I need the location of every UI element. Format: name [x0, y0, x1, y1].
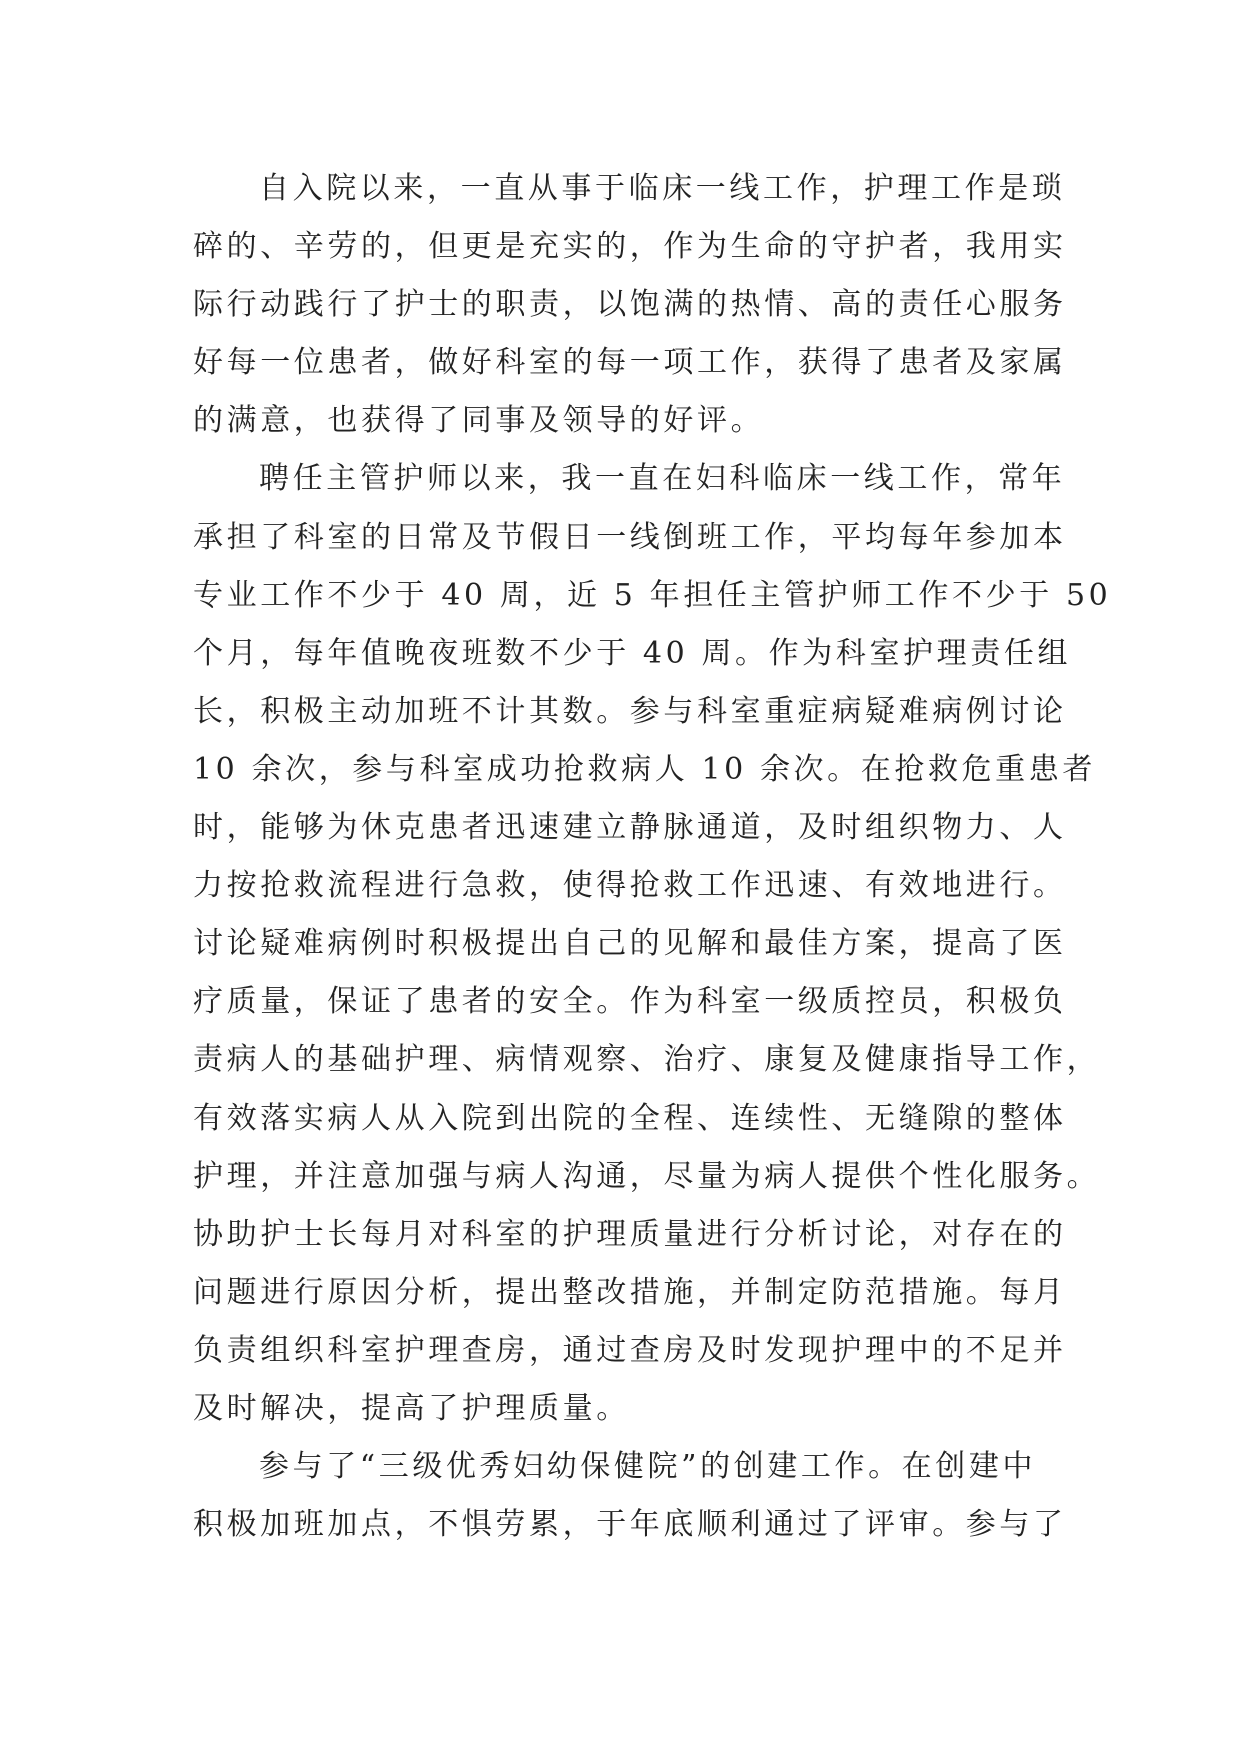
- text-line: 有效落实病人从入院到出院的全程、连续性、无缝隙的整体: [193, 1100, 1067, 1136]
- text-line: 的满意，也获得了同事及领导的好评。: [193, 403, 765, 439]
- paragraph-3: [193, 1438, 1073, 1554]
- text-line: 讨论疑难病例时积极提出自己的见解和最佳方案，提高了医: [193, 926, 1067, 962]
- paragraph-2: [193, 450, 1112, 1438]
- text-line: 参与了“三级优秀妇幼保健院”的创建工作。在创建中: [259, 1449, 1037, 1485]
- text-line: 积极加班加点，不惧劳累，于年底顺利通过了评审。参与了: [193, 1507, 1067, 1543]
- text-line: 负责组织科室护理查房，通过查房及时发现护理中的不足并: [193, 1332, 1067, 1368]
- text-line: 聘任主管护师以来，我一直在妇科临床一线工作，常年: [259, 461, 1066, 497]
- text-line: 10 余次，参与科室成功抢救病人 10 余次。在抢救危重患者: [193, 751, 1096, 787]
- text-line: 际行动践行了护士的职责，以饱满的热情、高的责任心服务: [193, 287, 1067, 323]
- document-body: [193, 160, 1112, 1554]
- text-line: 碎的、辛劳的，但更是充实的，作为生命的守护者，我用实: [193, 229, 1067, 265]
- text-line: 自入院以来，一直从事于临床一线工作，护理工作是琐: [259, 171, 1066, 206]
- text-line: 护理，并注意加强与病人沟通，尽量为病人提供个性化服务。: [193, 1158, 1101, 1194]
- text-line: 好每一位患者，做好科室的每一项工作，获得了患者及家属: [193, 345, 1067, 381]
- text-line: 长，积极主动加班不计其数。参与科室重症病疑难病例讨论: [193, 693, 1067, 729]
- text-line: 协助护士长每月对科室的护理质量进行分析讨论，对存在的: [193, 1216, 1067, 1252]
- text-line: 承担了科室的日常及节假日一线倒班工作，平均每年参加本: [193, 519, 1067, 555]
- text-line: 问题进行原因分析，提出整改措施，并制定防范措施。每月: [193, 1274, 1067, 1310]
- text-line: 及时解决，提高了护理质量。: [193, 1390, 630, 1426]
- text-line: 疗质量，保证了患者的安全。作为科室一级质控员，积极负: [193, 984, 1067, 1020]
- text-line: 力按抢救流程进行急救，使得抢救工作迅速、有效地进行。: [193, 868, 1067, 904]
- text-line: 专业工作不少于 40 周，近 5 年担任主管护师工作不少于 50: [193, 577, 1112, 613]
- text-line: 责病人的基础护理、病情观察、治疗、康复及健康指导工作，: [193, 1042, 1101, 1078]
- text-line: 个月，每年值晚夜班数不少于 40 周。作为科室护理责任组: [193, 635, 1072, 671]
- text-line: 时，能够为休克患者迅速建立静脉通道，及时组织物力、人: [193, 810, 1067, 846]
- paragraph-1: [193, 160, 1073, 450]
